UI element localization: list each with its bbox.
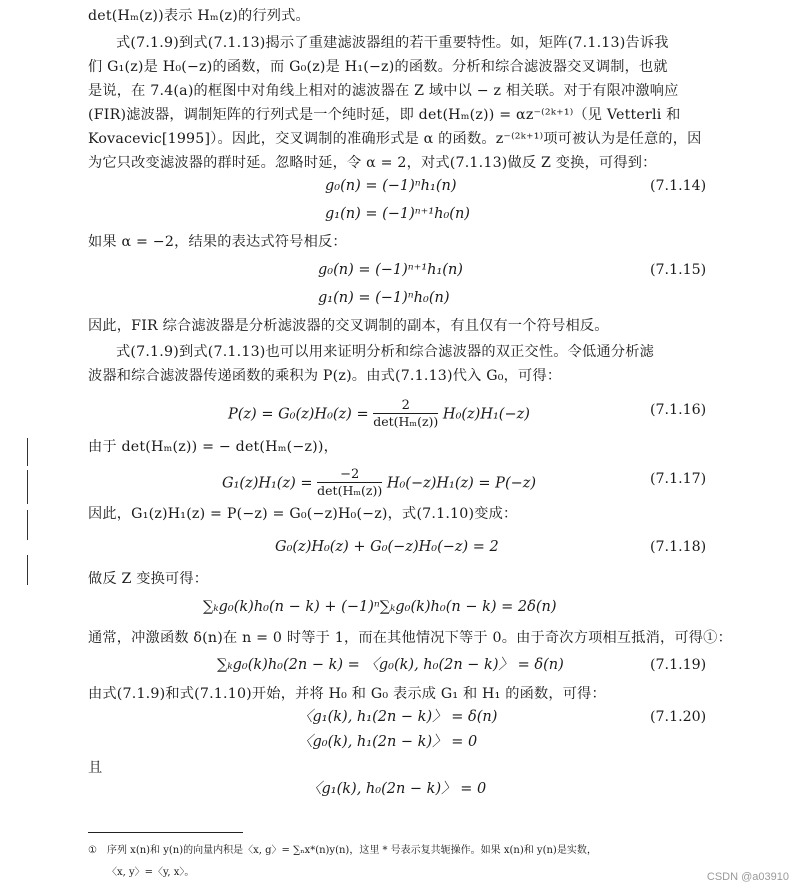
text-line: 由于 det(Hₘ(z)) = − det(Hₘ(−z))， <box>88 439 339 455</box>
equation: 〈g₁(k), h₁(2n − k)〉 = δ(n) <box>298 709 498 725</box>
equation-number: (7.1.17) <box>650 471 707 487</box>
equation-number: (7.1.16) <box>650 402 707 418</box>
equation-number: (7.1.18) <box>650 539 707 555</box>
equation <box>228 399 530 430</box>
equation-part: G₁(z)H₁(z) = <box>222 475 313 492</box>
equation: G₀(z)H₀(z) + G₀(−z)H₀(−z) = 2 <box>275 539 499 555</box>
equation-part: H₀(−z)H₁(z) = P(−z) <box>386 475 537 492</box>
margin-bar <box>27 510 28 540</box>
text-line: 式(7.1.9)到式(7.1.13)揭示了重建滤波器组的若干重要特性。如，矩阵(7.1.13)告诉我 <box>116 35 669 51</box>
text-line: (FIR)滤波器，调制矩阵的行列式是一个纯时延，即 det(Hₘ(z)) = αz⁻⁽²ᵏ⁺¹⁾（见 Vetterli 和 <box>88 107 681 123</box>
footnote-text: 序列 x(n)和 y(n)的向量内积是〈x, g〉= ∑ₙx*(n)y(n)，这里 * 号表示复共轭操作。如果 x(n)和 y(n)是实数， <box>107 845 597 856</box>
numerator: 2 <box>373 399 438 414</box>
equation: 〈g₀(k), h₁(2n − k)〉 = 0 <box>298 734 478 750</box>
fraction <box>317 468 382 499</box>
text-line: 通常，冲激函数 δ(n)在 n = 0 时等于 1，而在其他情况下等于 0。由于奇次方项相互抵消，可得①： <box>88 630 732 646</box>
denominator: det(Hₘ(z)) <box>373 414 439 429</box>
equation: ∑ₖg₀(k)h₀(2n − k) = 〈g₀(k), h₀(2n − k)〉 = δ(n) <box>217 657 564 673</box>
watermark: CSDN @a03910 <box>706 871 789 883</box>
text-line: 因此，FIR 综合滤波器是分析滤波器的交叉调制的副本，有且仅有一个符号相反。 <box>88 318 609 334</box>
equation-number: (7.1.19) <box>650 657 707 673</box>
text-line: 式(7.1.9)到式(7.1.13)也可以用来证明分析和综合滤波器的双正交性。令低通分析滤 <box>116 344 654 360</box>
equation: g₀(n) = (−1)ⁿ⁺¹h₁(n) <box>318 262 463 278</box>
equation-number: (7.1.20) <box>650 709 707 725</box>
equation: ∑ₖg₀(k)h₀(n − k) + (−1)ⁿ∑ₖg₀(k)h₀(n − k) = 2δ(n) <box>203 599 557 615</box>
text-line: 如果 α = −2，结果的表达式符号相反： <box>88 234 347 250</box>
equation: 〈g₁(k), h₀(2n − k)〉 = 0 <box>307 781 487 797</box>
text-line: 为它只改变滤波器的群时延。忽略时延，令 α = 2，对式(7.1.13)做反 Z 变换，可得到： <box>88 155 657 171</box>
footnote-mark: ① <box>88 845 97 856</box>
equation <box>222 468 536 499</box>
text-line: 波器和综合滤波器传递函数的乘积为 P(z)。由式(7.1.13)代入 G₀，可得： <box>88 368 562 384</box>
equation-part: H₀(z)H₁(−z) <box>442 406 530 423</box>
footnote-text: 〈x, y〉=〈y, x〉。 <box>107 867 195 878</box>
fraction <box>373 399 438 430</box>
margin-bar <box>27 555 28 585</box>
text-line: 是说，在 7.4(a)的框图中对角线上相对的滤波器在 Z 域中以 − z 相关联。对于有限冲激响应 <box>88 83 679 99</box>
text-line: det(Hₘ(z))表示 Hₘ(z)的行列式。 <box>88 8 310 24</box>
equation-part: P(z) = G₀(z)H₀(z) = <box>228 406 369 423</box>
equation: g₀(n) = (−1)ⁿh₁(n) <box>325 178 457 194</box>
margin-bar <box>27 470 28 504</box>
text-line: 且 <box>88 760 103 776</box>
text-line: Kovacevic[1995]）。因此，交叉调制的准确形式是 α 的函数。z⁻⁽²ᵏ⁺¹⁾项可被认为是任意的，因 <box>88 131 702 147</box>
equation: g₁(n) = (−1)ⁿh₀(n) <box>318 290 450 306</box>
denominator: det(Hₘ(z)) <box>317 483 383 498</box>
equation-number: (7.1.15) <box>650 262 707 278</box>
equation: g₁(n) = (−1)ⁿ⁺¹h₀(n) <box>325 206 470 222</box>
equation-number: (7.1.14) <box>650 178 707 194</box>
text-line: 做反 Z 变换可得： <box>88 571 209 587</box>
footnote-rule <box>88 832 243 833</box>
text-line: 因此，G₁(z)H₁(z) = P(−z) = G₀(−z)H₀(−z)，式(7.1.10)变成： <box>88 506 518 522</box>
text-line: 们 G₁(z)是 H₀(−z)的函数，而 G₀(z)是 H₁(−z)的函数。分析和综合滤波器交叉调制，也就 <box>88 59 668 75</box>
numerator: −2 <box>317 468 382 483</box>
margin-bar <box>27 438 28 466</box>
text-line: 由式(7.1.9)和式(7.1.10)开始，并将 H₀ 和 G₀ 表示成 G₁ 和 H₁ 的函数，可得： <box>88 686 606 702</box>
